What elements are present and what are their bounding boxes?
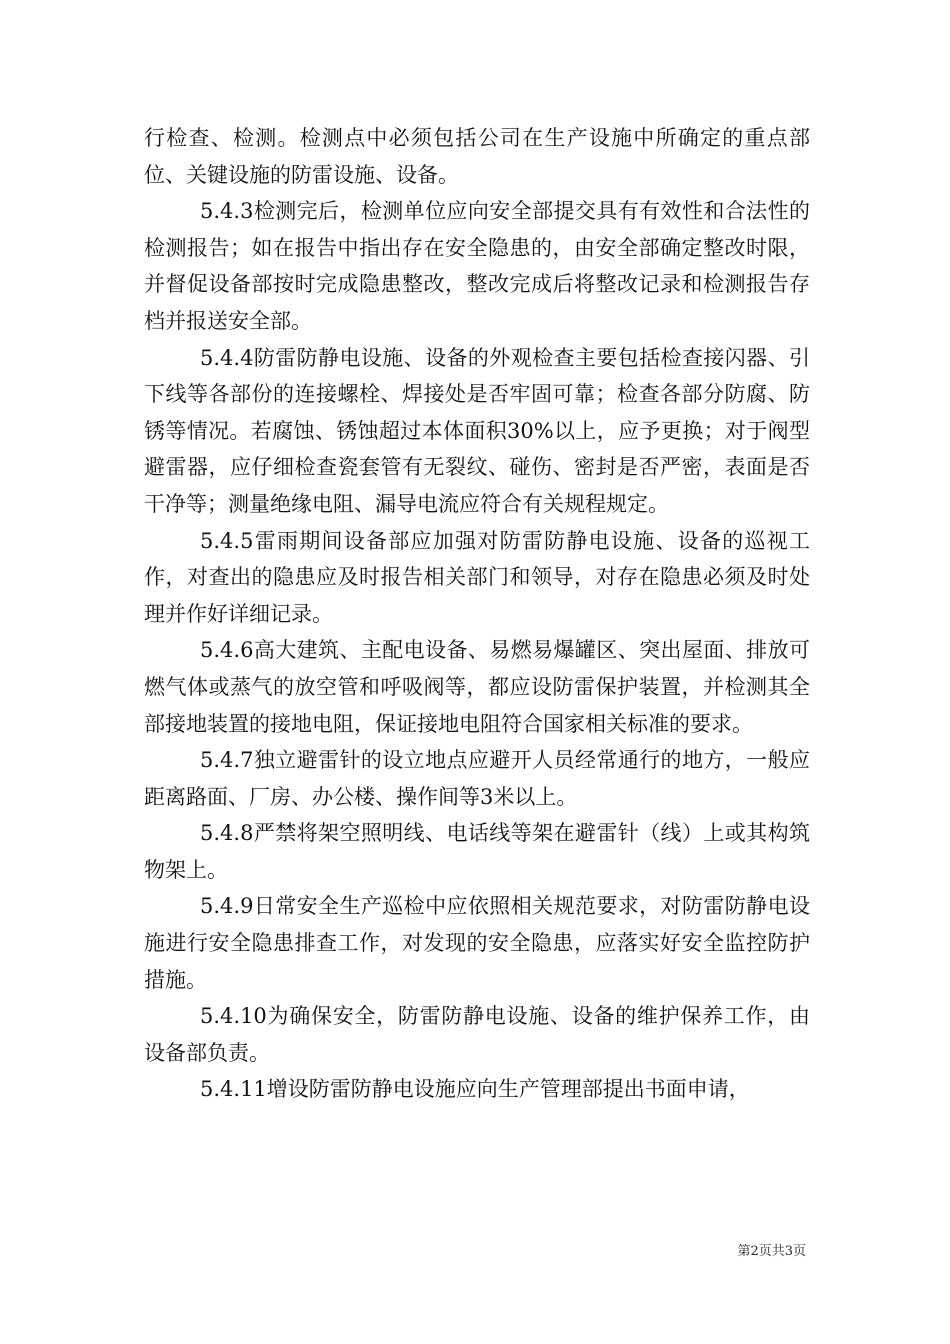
paragraph-5-4-3: 5.4.3检测完后，检测单位应向安全部提交具有有效性和合法性的检测报告；如在报告中指出存在安全隐患的，由安全部确定整改时限，并督促设备部按时完成隐患整改，整改完成后将整改记录和检测报告存档并报送安全部。	[144, 199, 810, 333]
paragraph-5-4-6: 5.4.6高大建筑、主配电设备、易燃易爆罐区、突出屋面、排放可燃气体或蒸气的放空管和呼吸阀等，都应设防雷保护装置，并检测其全部接地装置的接地电阻，保证接地电阻符合国家相关标准的要求。	[144, 638, 810, 736]
document-body	[144, 120, 810, 1108]
paragraph-5-4-10: 5.4.10为确保安全，防雷防静电设施、设备的维护保养工作，由设备部负责。	[144, 1004, 810, 1065]
paragraph-5-4-5: 5.4.5雷雨期间设备部应加强对防雷防静电设施、设备的巡视工作，对查出的隐患应及时报告相关部门和领导，对存在隐患必须及时处理并作好详细记录。	[144, 528, 810, 626]
paragraph-continuation: 行检查、检测。检测点中必须包括公司在生产设施中所确定的重点部位、关键设施的防雷设施、设备。	[144, 126, 810, 187]
paragraph-5-4-4: 5.4.4防雷防静电设施、设备的外观检查主要包括检查接闪器、引下线等各部份的连接螺栓、焊接处是否牢固可靠；检查各部分防腐、防锈等情况。若腐蚀、锈蚀超过本体面积30%以上，应予更换；对于阀型避雷器，应仔细检查瓷套管有无裂纹、碰伤、密封是否严密，表面是否干净等；测量绝缘电阻、漏导电流应符合有关规程规定。	[144, 345, 810, 516]
paragraph-5-4-7: 5.4.7独立避雷针的设立地点应避开人员经常通行的地方，一般应距离路面、厂房、办公楼、操作间等3米以上。	[144, 748, 810, 809]
paragraph-5-4-11: 5.4.11增设防雷防静电设施应向生产管理部提出书面申请，	[200, 1077, 750, 1102]
page-number-footer: 第2页共3页	[737, 1244, 806, 1259]
paragraph-5-4-9: 5.4.9日常安全生产巡检中应依照相关规范要求，对防雷防静电设施进行安全隐患排查工作，对发现的安全隐患，应落实好安全监控防护措施。	[144, 894, 810, 992]
paragraph-5-4-8: 5.4.8严禁将架空照明线、电话线等架在避雷针（线）上或其构筑物架上。	[144, 821, 810, 882]
